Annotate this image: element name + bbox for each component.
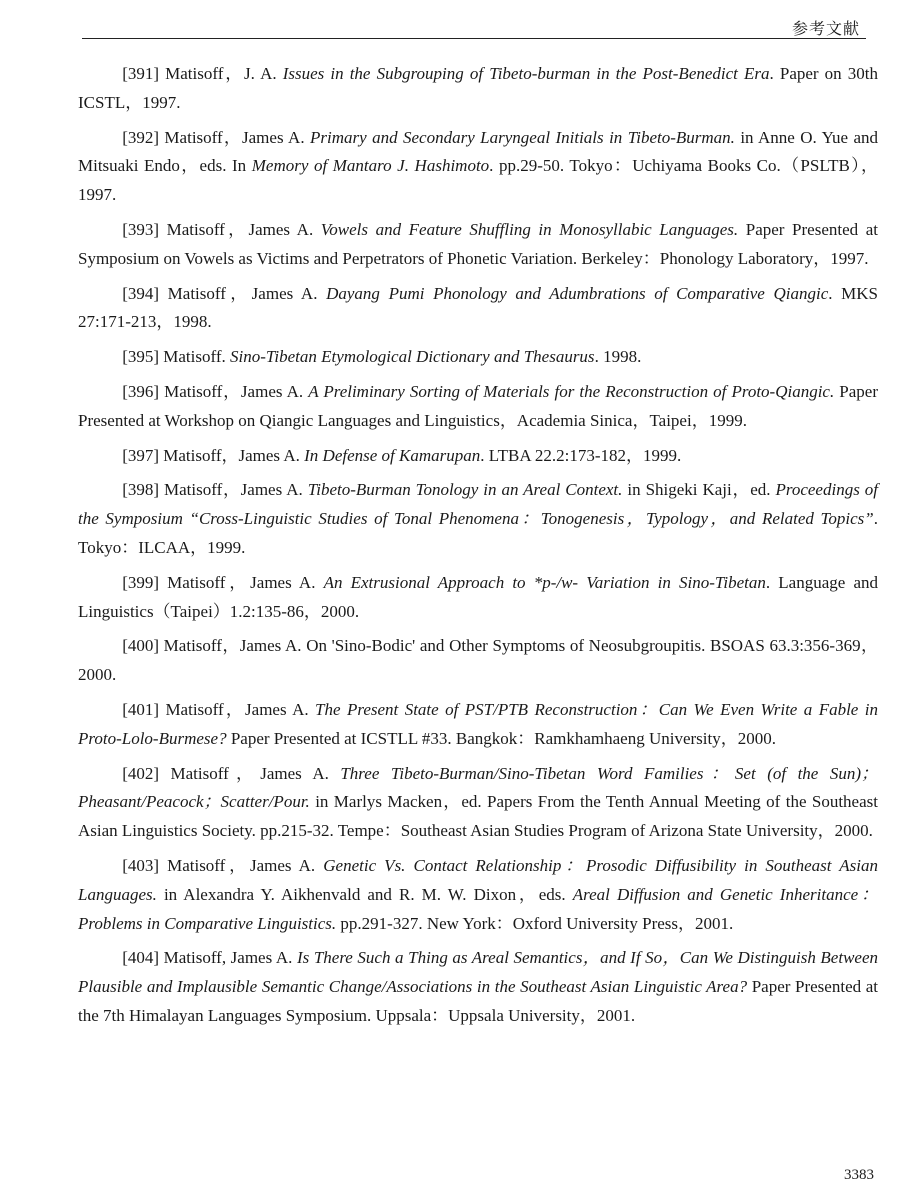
reference-details: in Marlys Macken，ed. Papers From the Tenth Annual Meeting of the Southeast Asian Linguistics Society. pp.215-32. Tempe：Southeast Asian Studies Program of Arizona State University，2000. <box>78 792 878 841</box>
reference-details: Paper Presented at Workshop on Qiangic Languages and Linguistics，Academia Sinica，Taipei，1999. <box>78 381 878 430</box>
reference-author: Matisoff，James A. <box>159 480 308 500</box>
reference-number: [395] <box>122 347 160 367</box>
reference-details: . MKS 27:171-213，1998. <box>78 283 879 332</box>
reference-title: Vowels and Feature Shuffling in Monosyllabic Languages. <box>320 219 739 239</box>
reference-number: [399] <box>122 572 160 592</box>
reference-author: Matisoff，James A. <box>159 219 321 239</box>
reference-author: Matisoff. <box>159 347 231 367</box>
reference-title: A Preliminary Sorting of Materials for the Reconstruction of Proto-Qiangic. <box>308 381 835 401</box>
reference-author: Matisoff，James A. <box>159 572 324 592</box>
reference-details: . Language and Linguistics（Taipei）1.2:135-86，2000. <box>78 572 878 621</box>
reference-title: Primary and Secondary Laryngeal Initials in Tibeto-Burman. <box>310 127 735 147</box>
reference-item <box>78 852 878 938</box>
reference-item <box>78 632 878 690</box>
reference-number: [402] <box>122 763 160 783</box>
reference-title: Is There Such a Thing as Areal Semantics，and If So，Can We Distinguish Between Plausible and Implausible Semantic Change/Associations in the Southeast Asian Linguistic Area? <box>78 948 879 997</box>
reference-author: Matisoff，James A. <box>159 127 310 147</box>
reference-item <box>78 60 878 118</box>
reference-author: Matisoff，James A. <box>159 763 341 783</box>
running-header-title: 参考文献 <box>791 21 860 38</box>
reference-item <box>78 124 878 210</box>
reference-title: Dayang Pumi Phonology and Adumbrations of Comparative Qiangic <box>326 283 829 303</box>
reference-number: [394] <box>122 283 160 303</box>
reference-number: [392] <box>122 127 160 147</box>
reference-item <box>78 760 878 846</box>
reference-details: . LTBA 22.2:173-182，1999. <box>480 445 682 465</box>
reference-source-title: Memory of Mantaro J. Hashimoto <box>251 156 490 176</box>
reference-text: Matisoff，James A. On 'Sino-Bodic' and Other Symptoms of Neosubgroupitis. BSOAS 63.3:356-369，2000. <box>78 636 878 685</box>
reference-author: Matisoff，James A. <box>159 855 324 875</box>
reference-source-details: . pp.29-50. Tokyo：Uchiyama Books Co.（PSLTB），1997. <box>78 156 878 205</box>
reference-details: in Alexandra Y. Aikhenvald and R. M. W. Dixon，eds. <box>156 884 573 904</box>
reference-title: Genetic Vs. Contact Relationship：Prosodic Diffusibility in Southeast Asian Languages. <box>78 855 878 904</box>
reference-item <box>78 280 878 338</box>
reference-item <box>78 696 878 754</box>
reference-number: [391] <box>122 64 160 83</box>
reference-number: [397] <box>122 445 160 465</box>
reference-author: Matisoff，James A. <box>159 381 309 401</box>
reference-item <box>78 944 878 1030</box>
reference-number: [400] <box>122 636 160 656</box>
reference-details: in Shigeki Kaji，ed. <box>622 480 776 500</box>
reference-number: [404] <box>122 948 160 968</box>
reference-source-details: pp.291-327. New York：Oxford University Press，2001. <box>336 913 734 933</box>
reference-number: [401] <box>122 699 160 719</box>
reference-details: . 1998. <box>594 347 642 367</box>
reference-item <box>78 476 878 562</box>
reference-details: in Anne O. Yue and Mitsuaki Endo，eds. In <box>78 127 878 176</box>
reference-item <box>78 216 878 274</box>
reference-title: In Defense of Kamarupan <box>304 445 481 465</box>
header-rule <box>82 38 866 39</box>
reference-number: [398] <box>122 480 160 500</box>
reference-author: Matisoff，James A. <box>159 445 305 465</box>
reference-source-title: Proceedings of the Symposium “Cross-Linguistic Studies of Tonal Phenomena：Tonogenesis，Typology，and Related Topics” <box>78 480 879 529</box>
reference-author: Matisoff，James A. <box>159 699 316 719</box>
reference-item <box>78 378 878 436</box>
reference-item <box>78 343 878 372</box>
reference-details: Paper Presented at Symposium on Vowels as Victims and Perpetrators of Phonetic Variation. Berkeley：Phonology Laboratory，1997. <box>78 219 878 268</box>
reference-source-details: . Tokyo：ILCAA，1999. <box>78 509 878 557</box>
reference-details: Paper Presented at ICSTLL #33. Bangkok：Ramkhamhaeng University，2000. <box>226 728 776 748</box>
reference-number: [403] <box>122 855 160 875</box>
page-number: 3383 <box>844 1167 874 1183</box>
reference-title: Tibeto-Burman Tonology in an Areal Context. <box>307 480 623 500</box>
reference-list <box>78 60 878 1037</box>
reference-details: . Paper on 30th ICSTL，1997. <box>78 64 878 112</box>
reference-item <box>78 569 878 627</box>
reference-source-title: Areal Diffusion and Genetic Inheritance：Problems in Comparative Linguistics. <box>78 884 878 933</box>
reference-number: [393] <box>122 219 160 239</box>
reference-title: Sino-Tibetan Etymological Dictionary and Thesaurus <box>230 347 595 367</box>
reference-number: [396] <box>122 381 160 401</box>
reference-author: Matisoff，J. A. <box>159 64 283 83</box>
reference-title: An Extrusional Approach to *p-/w- Variation in Sino-Tibetan <box>323 572 766 592</box>
reference-item <box>78 442 878 471</box>
reference-title: Issues in the Subgrouping of Tibeto-burman in the Post-Benedict Era <box>282 64 770 83</box>
reference-author: Matisoff，James A. <box>159 283 327 303</box>
reference-title: The Present State of PST/PTB Reconstruction：Can We Even Write a Fable in Proto-Lolo-Burmese? <box>78 699 879 748</box>
reference-author: Matisoff, James A. <box>159 948 297 968</box>
reference-details: Paper Presented at the 7th Himalayan Languages Symposium. Uppsala：Uppsala University，2001. <box>78 977 878 1025</box>
reference-title: Three Tibeto-Burman/Sino-Tibetan Word Families：Set (of the Sun)；Pheasant/Peacock；Scatter/Pour. <box>78 763 878 812</box>
